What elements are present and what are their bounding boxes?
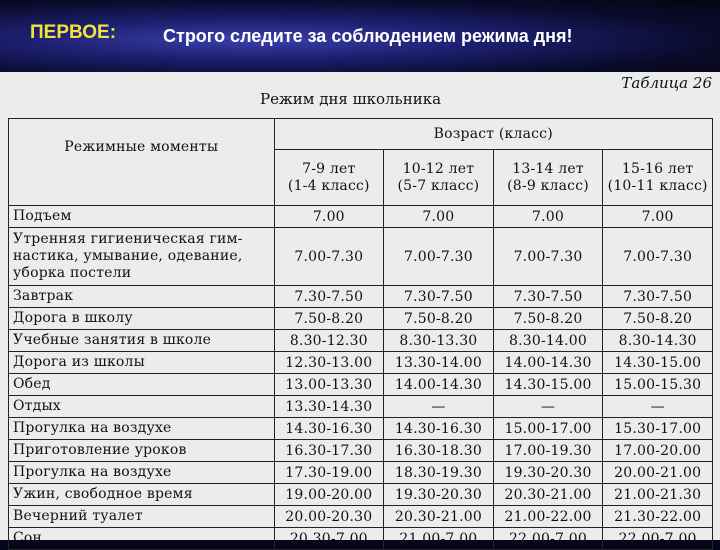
column-header-age-group: [603, 150, 713, 206]
time-cell: 7.30-7.50: [274, 286, 384, 308]
time-cell: 19.00-20.00: [274, 484, 384, 506]
header-heading: Строго следите за соблюдением режима дня!: [163, 26, 573, 46]
column-header-age-group: [274, 150, 384, 206]
time-cell: 21.00-7.00: [384, 528, 494, 550]
time-cell: 18.30-19.30: [384, 462, 494, 484]
routine-activity-cell: Прогулка на воздухе: [9, 418, 275, 440]
time-cell: 20.30-21.00: [384, 506, 494, 528]
time-cell: 7.00: [603, 206, 713, 228]
column-header-moments: Режимные моменты: [9, 119, 275, 206]
time-cell: 7.30-7.50: [493, 286, 603, 308]
time-cell: 13.30-14.00: [384, 352, 494, 374]
age-range-label: 10-12 лет: [402, 160, 475, 177]
routine-activity-cell: Дорога в школу: [9, 308, 275, 330]
time-cell: 13.30-14.30: [274, 396, 384, 418]
routine-activity-cell: Сон: [9, 528, 275, 550]
time-cell: 19.30-20.30: [384, 484, 494, 506]
time-cell: —: [603, 396, 713, 418]
time-cell: 17.30-19.00: [274, 462, 384, 484]
time-cell: 20.00-20.30: [274, 506, 384, 528]
routine-activity-cell: Вечерний туалет: [9, 506, 275, 528]
grade-range-label: (1-4 класс): [287, 177, 370, 194]
table-row: [9, 352, 713, 374]
time-cell: 15.00-15.30: [603, 374, 713, 396]
table-row: [9, 440, 713, 462]
routine-activity-cell: Учебные занятия в школе: [9, 330, 275, 352]
time-cell: 8.30-14.00: [493, 330, 603, 352]
time-cell: 14.30-15.00: [603, 352, 713, 374]
header-first-label: ПЕРВОЕ:: [30, 22, 117, 43]
age-range-label: 7-9 лет: [302, 160, 356, 177]
table-caption: Таблица 26: [621, 74, 712, 92]
column-header-age: Возраст (класс): [274, 119, 713, 150]
routine-activity-cell: Приготовление уроков: [9, 440, 275, 462]
time-cell: 22.00-7.00: [603, 528, 713, 550]
time-cell: 15.00-17.00: [493, 418, 603, 440]
time-cell: 17.00-20.00: [603, 440, 713, 462]
time-cell: 14.00-14.30: [384, 374, 494, 396]
age-range-label: 15-16 лет: [621, 160, 694, 177]
time-cell: 7.50-8.20: [384, 308, 494, 330]
table-row: [9, 286, 713, 308]
slide-header: [0, 0, 720, 72]
time-cell: 7.30-7.50: [603, 286, 713, 308]
table-row: [9, 228, 713, 286]
time-cell: 7.00-7.30: [603, 228, 713, 286]
time-cell: 7.00-7.30: [274, 228, 384, 286]
time-cell: 17.00-19.30: [493, 440, 603, 462]
time-cell: 13.00-13.30: [274, 374, 384, 396]
column-header-age-group: [493, 150, 603, 206]
time-cell: 20.30-21.00: [493, 484, 603, 506]
time-cell: 22.00-7.00: [493, 528, 603, 550]
time-cell: 7.00-7.30: [384, 228, 494, 286]
table-body: [9, 206, 713, 550]
time-cell: 20.30-7.00: [274, 528, 384, 550]
time-cell: 7.50-8.20: [274, 308, 384, 330]
table-row: [9, 506, 713, 528]
time-cell: 7.00: [384, 206, 494, 228]
time-cell: 7.00-7.30: [493, 228, 603, 286]
time-cell: 8.30-13.30: [384, 330, 494, 352]
table-row: [9, 462, 713, 484]
schedule-table: [8, 118, 713, 550]
routine-activity-cell: Подъем: [9, 206, 275, 228]
routine-activity-cell: Отдых: [9, 396, 275, 418]
table-title: Режим дня школьника: [260, 90, 442, 108]
table-row: [9, 206, 713, 228]
time-cell: 21.00-22.00: [493, 506, 603, 528]
table-row: [9, 374, 713, 396]
routine-activity-cell: Дорога из школы: [9, 352, 275, 374]
time-cell: 7.00: [274, 206, 384, 228]
time-cell: 15.30-17.00: [603, 418, 713, 440]
routine-activity-cell: Обед: [9, 374, 275, 396]
table-row: [9, 330, 713, 352]
scanned-document: [0, 72, 720, 547]
time-cell: 19.30-20.30: [493, 462, 603, 484]
age-range-label: 13-14 лет: [512, 160, 584, 177]
grade-range-label: (10-11 класс): [607, 177, 708, 194]
routine-activity-cell: Ужин, свободное время: [9, 484, 275, 506]
time-cell: 7.30-7.50: [384, 286, 494, 308]
time-cell: 14.00-14.30: [493, 352, 603, 374]
routine-activity-cell: Завтрак: [9, 286, 275, 308]
time-cell: 8.30-14.30: [603, 330, 713, 352]
time-cell: —: [493, 396, 603, 418]
table-row: [9, 308, 713, 330]
time-cell: 14.30-16.30: [384, 418, 494, 440]
table-row: [9, 484, 713, 506]
routine-activity-cell: Утренняя гигиеническая гим- настика, умывание, одевание, уборка постели: [9, 228, 275, 286]
column-header-age-group: [384, 150, 494, 206]
grade-range-label: (5-7 класс): [397, 177, 480, 194]
table-row: [9, 418, 713, 440]
table-row: [9, 528, 713, 550]
time-cell: 21.00-21.30: [603, 484, 713, 506]
time-cell: 14.30-16.30: [274, 418, 384, 440]
time-cell: 16.30-17.30: [274, 440, 384, 462]
time-cell: 14.30-15.00: [493, 374, 603, 396]
time-cell: —: [384, 396, 494, 418]
table-row: [9, 396, 713, 418]
table-header-row: [9, 119, 713, 150]
time-cell: 8.30-12.30: [274, 330, 384, 352]
time-cell: 7.50-8.20: [603, 308, 713, 330]
time-cell: 7.00: [493, 206, 603, 228]
time-cell: 7.50-8.20: [493, 308, 603, 330]
routine-activity-cell: Прогулка на воздухе: [9, 462, 275, 484]
time-cell: 20.00-21.00: [603, 462, 713, 484]
time-cell: 12.30-13.00: [274, 352, 384, 374]
time-cell: 21.30-22.00: [603, 506, 713, 528]
grade-range-label: (8-9 класс): [507, 177, 589, 194]
time-cell: 16.30-18.30: [384, 440, 494, 462]
